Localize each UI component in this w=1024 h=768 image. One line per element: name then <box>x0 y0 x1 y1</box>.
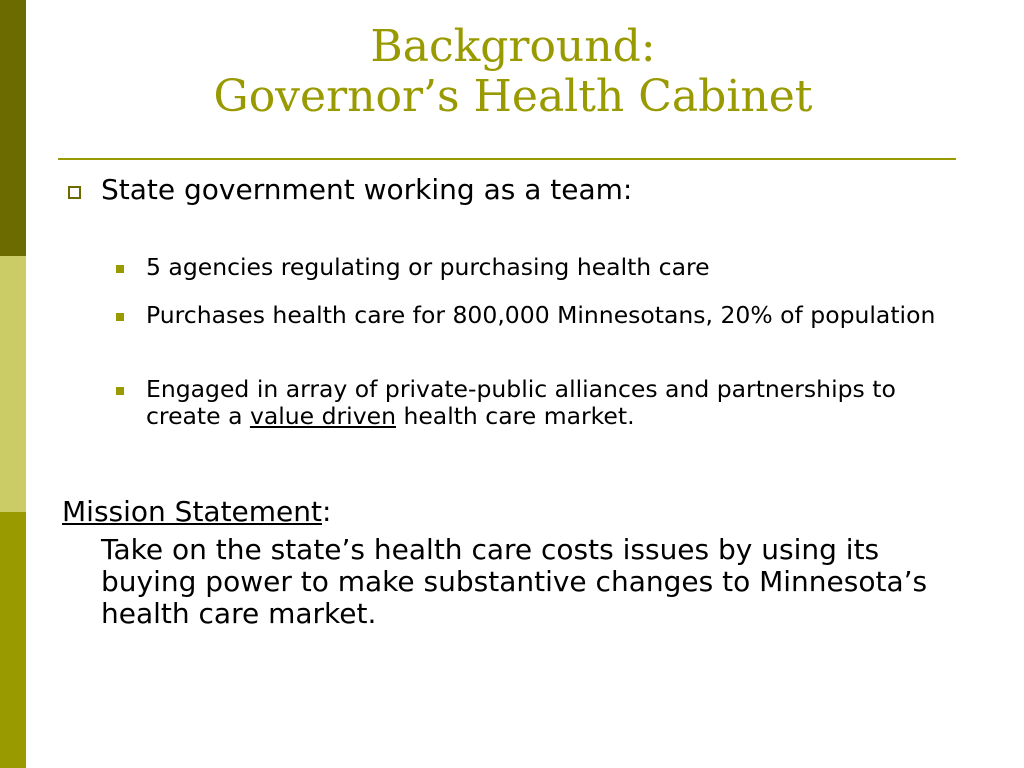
mission-statement-colon: : <box>322 495 332 528</box>
sidebar-band-bottom <box>0 512 26 768</box>
slide-title <box>60 22 966 122</box>
sub-bullet-3-text-end: health care market. <box>395 402 635 430</box>
open-square-bullet-icon <box>68 186 81 199</box>
square-bullet-icon <box>116 387 124 395</box>
main-bullet-text: State government working as a team: <box>101 173 633 206</box>
sub-bullet-3-text-start: Engaged in array of private-public alliances and partnerships to create a <box>146 375 896 430</box>
title-divider <box>58 158 956 160</box>
title-line-1: Background: <box>370 21 656 72</box>
square-bullet-icon <box>116 313 124 321</box>
sub-bullet-2: Purchases health care for 800,000 Minnesotans, 20% of population <box>146 301 936 329</box>
mission-statement-heading <box>62 494 331 530</box>
sub-bullet-1: 5 agencies regulating or purchasing health care <box>146 253 710 281</box>
value-driven-link[interactable]: value driven <box>249 402 396 430</box>
square-bullet-icon <box>116 265 124 273</box>
sidebar-band-top <box>0 0 26 256</box>
mission-statement-label: Mission Statement <box>62 495 323 528</box>
title-line-2: Governor’s Health Cabinet <box>213 71 813 122</box>
sub-bullet-3 <box>146 376 966 430</box>
mission-statement-body: Take on the state’s health care costs issues by using its buying power to make substantive changes to Minnesota’s health care market. <box>101 533 928 630</box>
sidebar-band-middle <box>0 256 26 512</box>
